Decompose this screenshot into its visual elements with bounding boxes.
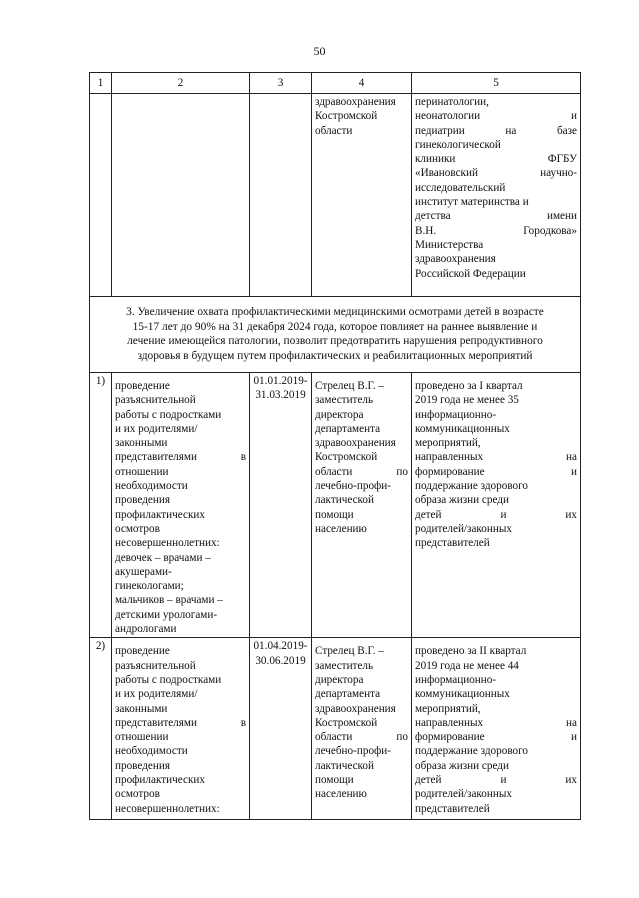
cell-line: образа жизни среди [415, 494, 509, 507]
cell-line: несовершеннолетних: [115, 537, 220, 550]
responsible-cell [312, 638, 412, 820]
cell-line: области по [315, 465, 408, 478]
continued-row [90, 94, 581, 297]
cell-line: здравоохранения [315, 96, 396, 108]
cell-line: детей и их [415, 508, 577, 521]
cell-line: девочек – врачами – [115, 551, 211, 564]
row-number: 1) [90, 373, 112, 638]
header-col-3: 3 [250, 73, 312, 94]
cell-line: департамента [315, 422, 381, 435]
cell-line: отношении [115, 465, 169, 478]
cell-line: профилактических [115, 508, 205, 521]
activities-table [89, 72, 581, 820]
cell-line: родителей/законных [415, 522, 512, 535]
cell-line: 2019 года не менее 44 [415, 659, 519, 672]
cell-line: неонатологии и [415, 110, 577, 123]
date-end: 31.03.2019 [255, 389, 306, 402]
date-start: 01.01.2019- [253, 375, 308, 387]
cell-line: работы с подростками [115, 408, 222, 421]
cell-line: андрологами [115, 623, 177, 636]
cell-line: Стрелец В.Г. – [315, 645, 384, 658]
period-cell [250, 638, 312, 820]
cell-line: детей и их [415, 774, 577, 787]
cell-line: населению [315, 788, 367, 801]
cell-line: представителей [415, 537, 490, 550]
cell-line: Стрелец В.Г. – [315, 380, 384, 392]
table-header-row [90, 73, 581, 94]
cell-line: области [315, 124, 353, 137]
cell-line: директора [315, 408, 364, 421]
continued-col-1 [90, 94, 112, 297]
cell-line: законными [115, 702, 168, 715]
cell-line: мероприятий, [415, 702, 481, 715]
cell-line: профилактических [115, 774, 205, 787]
cell-line: работы с подростками [115, 673, 222, 686]
cell-line: В.Н. Городкова» [415, 224, 577, 237]
cell-line: Российской Федерации [415, 267, 526, 280]
cell-line: представителями в [115, 451, 246, 464]
header-col-5: 5 [412, 73, 581, 94]
continued-result [412, 94, 581, 297]
cell-line: исследовательский [415, 181, 506, 194]
section-heading-line: лечение имеющейся патологии, позволит предотвратить нарушения репродуктивного [127, 335, 543, 347]
continued-col-2 [112, 94, 250, 297]
cell-line: Костромской [315, 716, 378, 729]
section-heading-line: 15-17 лет до 90% на 31 декабря 2024 года, которое повлияет на раннее выявление и [132, 320, 538, 333]
section-heading-row [90, 297, 581, 373]
cell-line: 2019 года не менее 35 [415, 394, 519, 407]
cell-line: информационно- [415, 673, 497, 686]
cell-line: проведения [115, 759, 170, 772]
cell-line: «Ивановский научно- [415, 167, 577, 180]
cell-line: здравоохранения [315, 702, 396, 715]
cell-line: мероприятий, [415, 437, 481, 450]
cell-line: здравоохранения [415, 253, 496, 266]
cell-line: мальчиков – врачами – [115, 594, 223, 607]
cell-line: коммуникационных [415, 688, 510, 701]
result-cell [412, 638, 581, 820]
cell-line: образа жизни среди [415, 759, 509, 772]
cell-line: осмотров [115, 788, 160, 801]
section-heading-line: здоровья в будущем путем профилактических и реабилитационных мероприятий [137, 349, 533, 362]
cell-line: лечебно-профи- [315, 480, 391, 493]
cell-line: проведение [115, 645, 170, 658]
cell-line: Министерства [415, 238, 484, 251]
cell-line: детскими урологами- [115, 608, 218, 621]
cell-line: акушерами- [115, 565, 172, 578]
section-heading-line: 3. Увеличение охвата профилактическими медицинскими осмотрами детей в возрасте [126, 306, 544, 318]
cell-line: разъяснительной [115, 394, 196, 407]
result-cell [412, 373, 581, 638]
cell-line: коммуникационных [415, 422, 510, 435]
cell-line: департамента [315, 688, 381, 701]
activity-cell [112, 373, 250, 638]
table-row [90, 373, 581, 638]
cell-line: представителями в [115, 716, 246, 729]
cell-line: и их родителями/ [115, 688, 198, 701]
cell-line: представителей [415, 802, 490, 815]
header-col-4: 4 [312, 73, 412, 94]
cell-line: педиатрии на базе [415, 124, 577, 137]
cell-line: населению [315, 522, 367, 535]
cell-line: формирование и [415, 731, 577, 744]
section-heading [90, 297, 581, 373]
cell-line: директора [315, 673, 364, 686]
cell-line: информационно- [415, 408, 497, 421]
table-row [90, 638, 581, 820]
cell-line: лактической [315, 494, 374, 507]
cell-line: и их родителями/ [115, 422, 198, 435]
cell-line: гинекологической [415, 138, 501, 151]
cell-line: проведено за I квартал [415, 380, 523, 392]
cell-line: Костромской [315, 110, 378, 123]
cell-line: поддержание здорового [415, 480, 529, 493]
cell-line: необходимости [115, 745, 188, 758]
cell-line: лактической [315, 759, 374, 772]
cell-line: отношении [115, 731, 169, 744]
cell-line: законными [115, 437, 168, 450]
cell-line: формирование и [415, 465, 577, 478]
cell-line: гинекологами; [115, 580, 184, 593]
cell-line: лечебно-профи- [315, 745, 391, 758]
header-col-2: 2 [112, 73, 250, 94]
date-start: 01.04.2019- [253, 640, 308, 653]
responsible-cell [312, 373, 412, 638]
continued-col-3 [250, 94, 312, 297]
cell-line: направленных на [415, 716, 577, 729]
continued-responsible [312, 94, 412, 297]
cell-line: заместитель [315, 659, 374, 672]
cell-line: проведено за II квартал [415, 645, 527, 658]
cell-line: заместитель [315, 394, 374, 407]
cell-line: проведения [115, 494, 170, 507]
cell-line: здравоохранения [315, 437, 396, 450]
cell-line: родителей/законных [415, 788, 512, 801]
cell-line: помощи [315, 508, 354, 521]
cell-line: разъяснительной [115, 659, 196, 672]
page-number: 50 [313, 44, 326, 58]
cell-line: несовершеннолетних: [115, 802, 220, 815]
cell-line: направленных на [415, 451, 577, 464]
cell-line: детства имени [415, 210, 577, 223]
row-number: 2) [90, 638, 112, 820]
date-end: 30.06.2019 [255, 654, 306, 667]
cell-line: осмотров [115, 522, 160, 535]
activity-cell [112, 638, 250, 820]
cell-line: необходимости [115, 480, 188, 493]
cell-line: проведение [115, 380, 170, 392]
cell-line: институт материнства и [415, 196, 529, 209]
header-col-1: 1 [90, 73, 112, 94]
cell-line: Костромской [315, 451, 378, 464]
cell-line: помощи [315, 774, 354, 787]
cell-line: перинатологии, [415, 96, 489, 108]
cell-line: области по [315, 731, 408, 744]
cell-line: поддержание здорового [415, 745, 529, 758]
cell-line: клиники ФГБУ [415, 153, 577, 166]
period-cell [250, 373, 312, 638]
